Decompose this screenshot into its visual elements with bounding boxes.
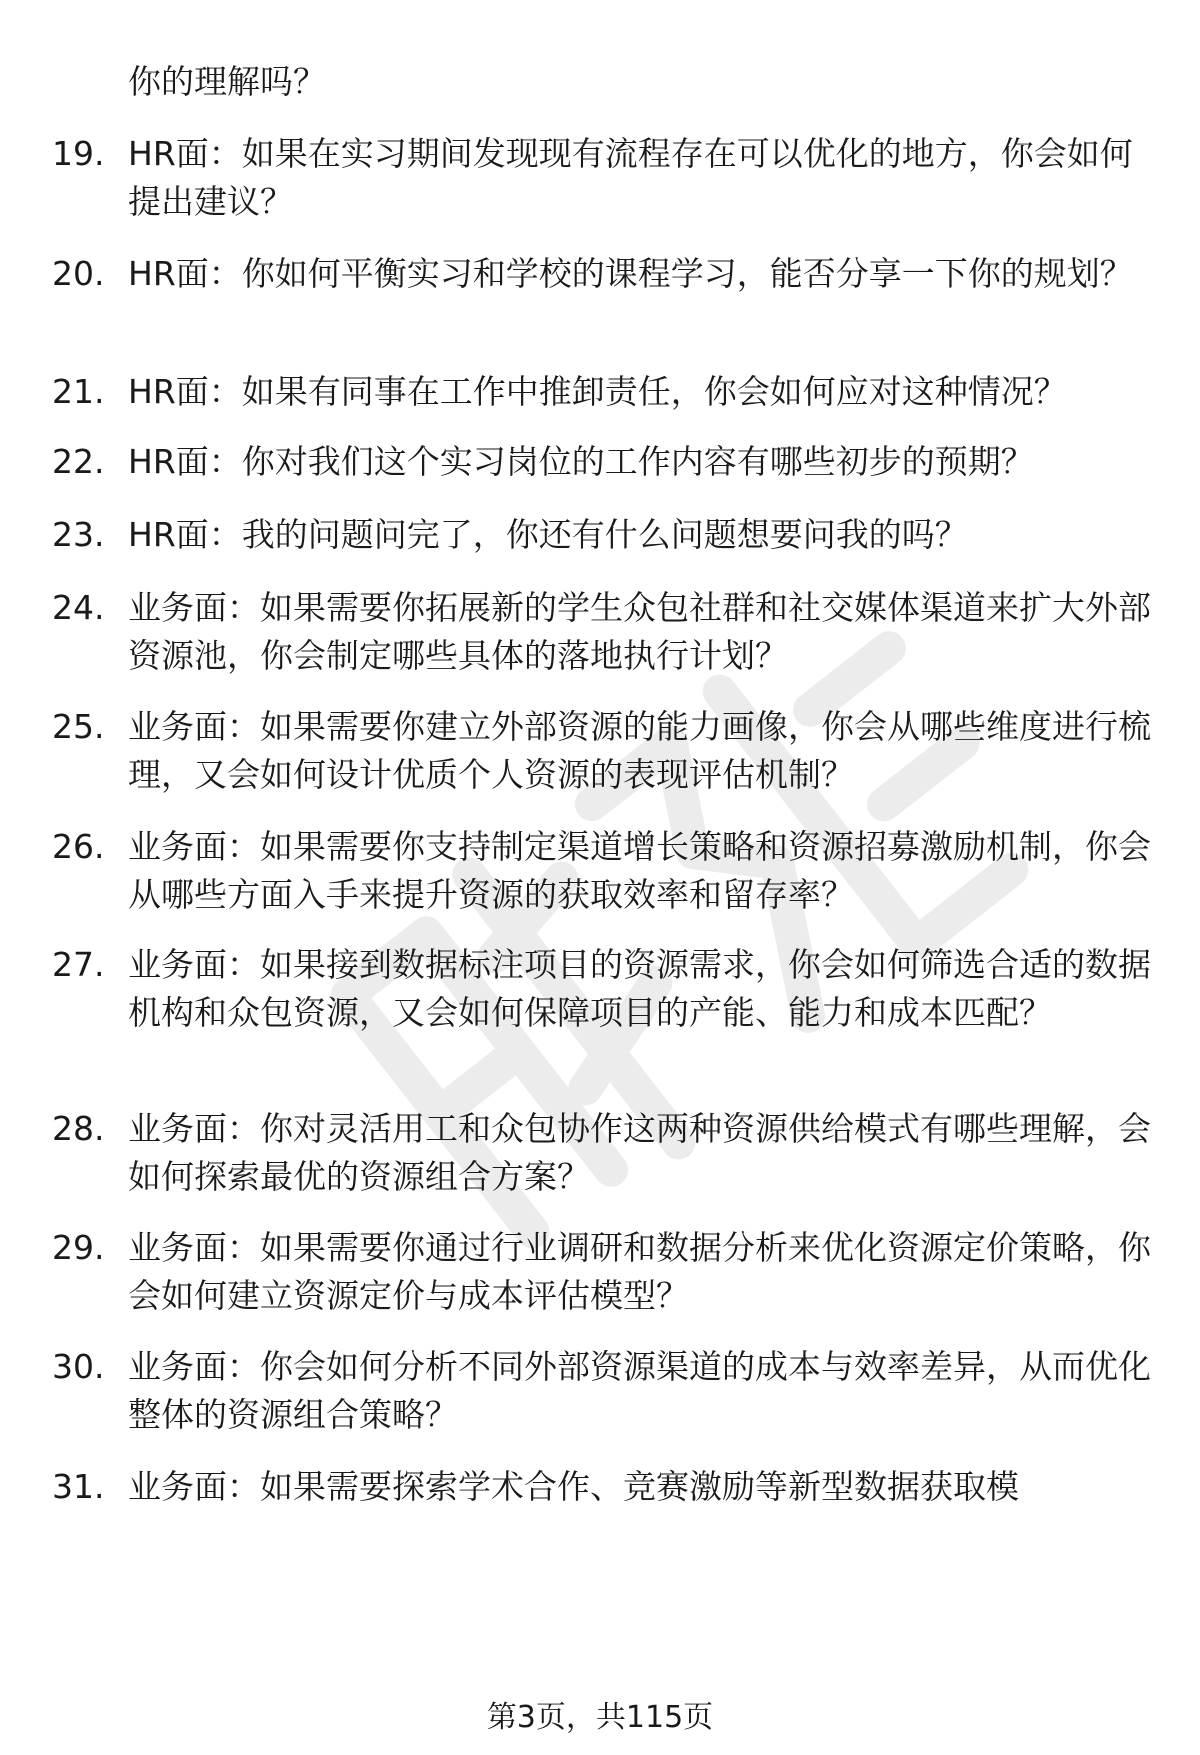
question-text: 业务面：如果需要你支持制定渠道增长策略和资源招募激励机制，你会从哪些方面入手来提升资源的获取效率和留存率？	[128, 827, 1151, 914]
question-number: 28.	[52, 1109, 105, 1148]
question-text: HR面：如果有同事在工作中推卸责任，你会如何应对这种情况？	[128, 372, 1067, 411]
question-item	[0, 368, 1200, 416]
question-number: 27.	[52, 945, 105, 984]
continued-question-text: 你的理解吗？	[128, 62, 326, 101]
question-item	[0, 823, 1200, 919]
question-number: 19.	[52, 134, 105, 173]
question-number: 25.	[52, 707, 105, 746]
question-item	[0, 941, 1200, 1037]
question-item	[0, 1463, 1200, 1511]
question-number: 23.	[52, 515, 105, 554]
question-text: 业务面：你会如何分析不同外部资源渠道的成本与效率差异，从而优化整体的资源组合策略？	[128, 1347, 1151, 1434]
question-text: 业务面：你对灵活用工和众包协作这两种资源供给模式有哪些理解，会如何探索最优的资源组合方案？	[128, 1109, 1151, 1196]
question-number: 24.	[52, 588, 105, 627]
question-item	[0, 1343, 1200, 1439]
question-item	[0, 703, 1200, 799]
question-item	[0, 584, 1200, 680]
question-item	[0, 250, 1200, 298]
question-number: 26.	[52, 827, 105, 866]
question-text: 业务面：如果需要你建立外部资源的能力画像，你会从哪些维度进行梳理，又会如何设计优质个人资源的表现评估机制？	[128, 707, 1151, 794]
question-item	[0, 1105, 1200, 1201]
question-text: 业务面：如果需要你通过行业调研和数据分析来优化资源定价策略，你会如何建立资源定价与成本评估模型？	[128, 1228, 1151, 1315]
question-item	[0, 438, 1200, 486]
page-footer: 第3页，共115页	[486, 1700, 714, 1735]
question-text: HR面：我的问题问完了，你还有什么问题想要问我的吗？	[128, 515, 968, 554]
question-text: 业务面：如果需要你拓展新的学生众包社群和社交媒体渠道来扩大外部资源池，你会制定哪些具体的落地执行计划？	[128, 588, 1151, 675]
question-item	[0, 130, 1200, 226]
question-number: 20.	[52, 254, 105, 293]
question-number: 30.	[52, 1347, 105, 1386]
question-number: 21.	[52, 372, 105, 411]
question-text: 业务面：如果需要探索学术合作、竞赛激励等新型数据获取模	[128, 1467, 1019, 1506]
question-item	[0, 511, 1200, 559]
question-text: HR面：你如何平衡实习和学校的课程学习，能否分享一下你的规划？	[128, 254, 1133, 293]
question-text: HR面：你对我们这个实习岗位的工作内容有哪些初步的预期？	[128, 442, 1034, 481]
question-text: 业务面：如果接到数据标注项目的资源需求，你会如何筛选合适的数据机构和众包资源，又会如何保障项目的产能、能力和成本匹配？	[128, 945, 1151, 1032]
question-text: HR面：如果在实习期间发现现有流程存在可以优化的地方，你会如何提出建议？	[128, 134, 1133, 221]
question-item	[0, 1224, 1200, 1320]
question-number: 29.	[52, 1228, 105, 1267]
question-number: 31.	[52, 1467, 105, 1506]
question-number: 22.	[52, 442, 105, 481]
